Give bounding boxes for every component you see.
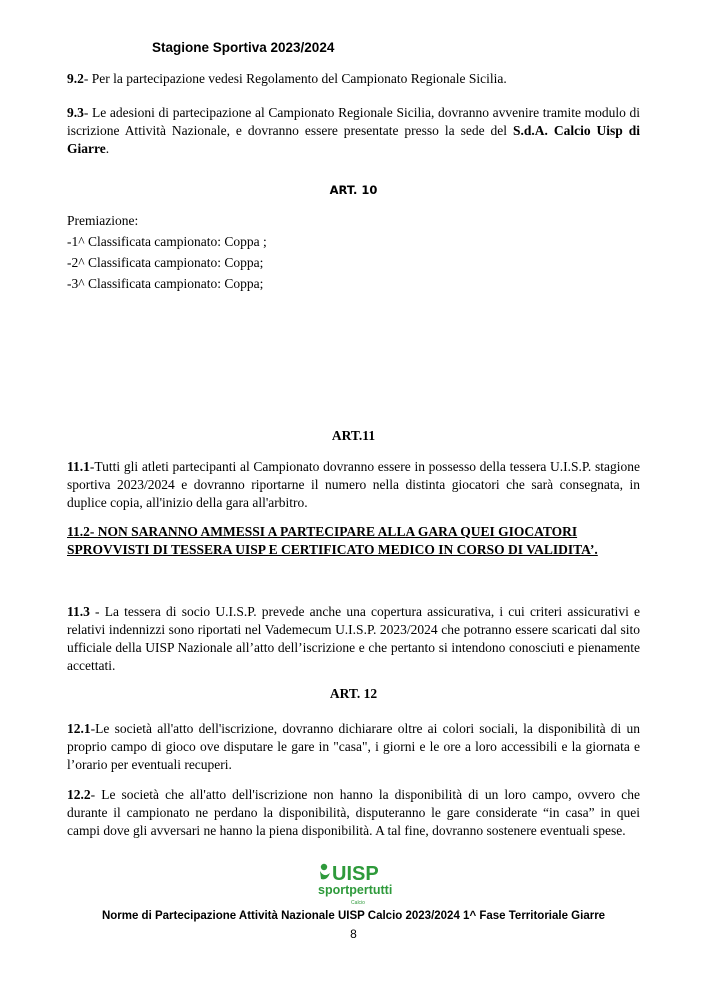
section-12-2 [67,786,640,840]
section-number: 12.1 [67,721,91,736]
punctuation: . [105,141,110,156]
section-12-1 [67,720,640,774]
season-header: Stagione Sportiva 2023/2024 [152,40,335,55]
logo-sub: Calcio [351,900,365,906]
section-text: -Le società all'atto dell'iscrizione, dovranno dichiarare oltre ai colori sociali, la disponibilità di un proprio campo di gioco ove disputare le gare in "casa", i giorni e le ore a loro accessibili e la giornata e l’orario per eventuali recuperi. [67,721,640,772]
section-number: 12.2 [67,787,91,802]
article-10-title: ART. 10 [329,183,378,197]
prize-item: -2^ Classificata campionato: Coppa; [67,255,264,270]
section-text: -Tutti gli atleti partecipanti al Campionato dovranno essere in possesso della tessera U.I.S.P. stagione sportiva 2023/2024 e dovranno riportarne il numero nella distinta giocatori che sarà consegnata, in duplice copia, all'inizio della gara all'arbitro. [67,459,640,510]
section-9-3 [67,104,640,158]
prizes-block [67,212,640,293]
warning-line: 11.2- NON SARANNO AMMESSI A PARTECIPARE ALLA GARA QUEI GIOCATORI [67,524,578,539]
section-number: 9.3 [67,105,84,120]
section-9-2 [67,70,640,88]
article-12-title: ART. 12 [329,686,378,701]
section-text: - Le adesioni di partecipazione al Campionato Regionale Sicilia, dovranno avvenire tramite modulo di iscrizione Attività Nazionale, e dovranno essere presentate presso la sede del [67,105,640,138]
section-text: - Per la partecipazione vedesi Regolamento del Campionato Regionale Sicilia. [83,71,507,86]
logo-name: UISP [332,863,379,885]
section-11-3 [67,603,640,675]
section-11-1 [67,458,640,512]
section-text: - Le società che all'atto dell'iscrizione non hanno la disponibilità di un loro campo, ovvero che durante il campionato ne perdano la disponibilità, disputeranno le gare considerate “in casa” in quei campi dove gli avversari ne hanno la piena disponibilità. A tal fine, dovranno sostenere eventuali spese. [67,787,640,838]
warning-line: SPROVVISTI DI TESSERA UISP E CERTIFICATO MEDICO IN CORSO DI VALIDITA’. [67,542,598,557]
uisp-logo [318,860,398,908]
logo-tagline: sportpertutti [318,883,393,897]
section-11-2-warning [67,523,640,559]
section-text: - La tessera di socio U.I.S.P. prevede anche una copertura assicurativa, i cui criteri assicurativi e relativi indennizzi sono riportati nel Vademecum U.I.S.P. 2023/2024 che potranno essere scaricati dal sito ufficiale della UISP Nazionale all’atto dell’iscrizione e che pertanto si intendono conosciuti e pienamente accettati. [67,604,640,673]
prize-item: -3^ Classificata campionato: Coppa; [67,276,264,291]
article-11-title: ART.11 [331,428,376,443]
section-number: 11.3 [67,604,90,619]
section-number: 9.2 [67,71,84,86]
section-number: 11.1 [67,459,90,474]
footer-text: Norme di Partecipazione Attività Nazionale UISP Calcio 2023/2024 1^ Fase Territoriale Giarre [101,910,606,922]
prize-item: -1^ Classificata campionato: Coppa ; [67,234,267,249]
venue-name: S.d.A. Calcio Uisp di Giarre [67,123,641,156]
prizes-intro: Premiazione: [67,213,139,228]
page-number: 8 [350,927,357,941]
